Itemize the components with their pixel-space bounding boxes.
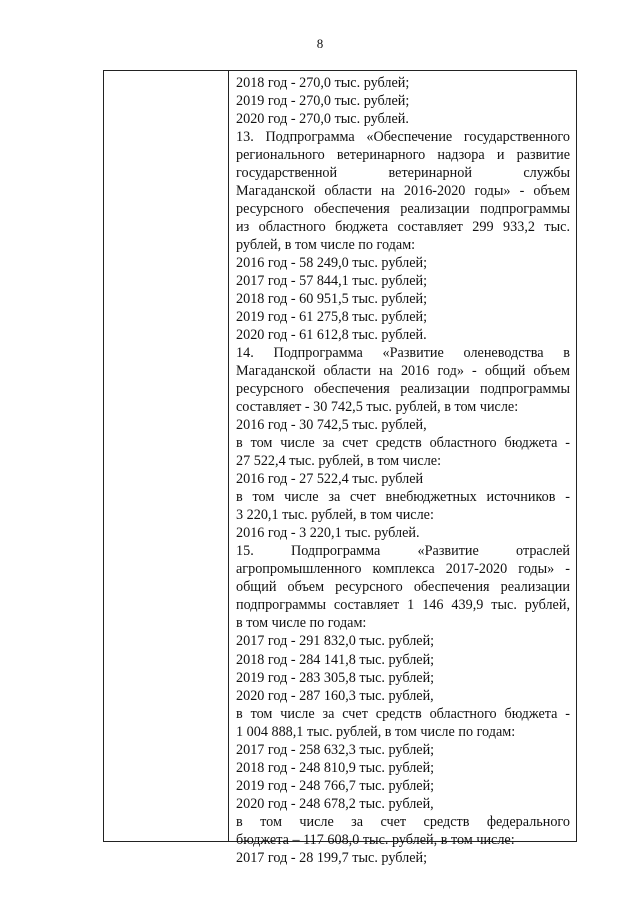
text-line: 2020 год - 287 160,3 тыс. рублей, [236,687,434,704]
text-line: бюджета – 117 608,0 тыс. рублей, в том числе: [236,831,515,848]
text-line: агропромышленного комплекса 2017-2020 годы» - [236,561,570,578]
page-number: 8 [316,36,324,51]
text-line: в том числе за счет средств федерального [236,813,570,830]
text-line: ресурсного обеспечения реализации подпрограммы [236,381,570,398]
text-line: 2018 год - 284 141,8 тыс. рублей; [236,651,435,668]
text-line: 2019 год - 283 305,8 тыс. рублей; [236,669,435,686]
text-line: государственной ветеринарной службы [236,165,570,182]
text-line: 2016 год - 58 249,0 тыс. рублей; [236,255,428,272]
table-left-column [104,71,229,841]
text-line: 2019 год - 61 275,8 тыс. рублей; [236,309,428,326]
text-line: Магаданской области на 2016-2020 годы» - объем [236,183,570,200]
text-line: 2020 год - 270,0 тыс. рублей. [236,111,409,128]
text-line: 2016 год - 30 742,5 тыс. рублей, [236,417,427,434]
text-line: 2018 год - 248 810,9 тыс. рублей; [236,759,435,776]
text-line: 2020 год - 61 612,8 тыс. рублей. [236,327,427,344]
text-line: 13. Подпрограмма «Обеспечение государственного [236,129,570,146]
text-line: 2018 год - 60 951,5 тыс. рублей; [236,291,428,308]
text-line: 2017 год - 258 632,3 тыс. рублей; [236,741,435,758]
text-line: 2016 год - 27 522,4 тыс. рублей [236,471,424,488]
table-right-column [229,71,576,866]
text-line: составляет - 30 742,5 тыс. рублей, в том числе: [236,399,519,416]
text-line: 2017 год - 28 199,7 тыс. рублей; [236,849,428,866]
text-line: 2017 год - 291 832,0 тыс. рублей; [236,633,435,650]
text-line: подпрограммы составляет 1 146 439,9 тыс. рублей, [236,597,570,614]
text-line: 14. Подпрограмма «Развитие оленеводства в [236,345,570,362]
text-line: 1 004 888,1 тыс. рублей, в том числе по годам: [236,723,516,740]
document-table [103,70,577,866]
text-line: в том числе за счет средств областного бюджета - [236,705,570,722]
text-line: рублей, в том числе по годам: [236,237,416,254]
text-line: из областного бюджета составляет 299 933,2 тыс. [236,219,570,236]
text-line: 2020 год - 248 678,2 тыс. рублей, [236,795,434,812]
text-line: в том числе по годам: [236,615,367,632]
text-line: 2019 год - 270,0 тыс. рублей; [236,93,410,110]
text-line: 27 522,4 тыс. рублей, в том числе: [236,453,442,470]
text-line: 2017 год - 57 844,1 тыс. рублей; [236,273,428,290]
text-line: 15. Подпрограмма «Развитие отраслей [236,543,570,560]
text-line: регионального ветеринарного надзора и развитие [236,147,570,164]
text-line: 2018 год - 270,0 тыс. рублей; [236,75,410,91]
text-line: Магаданской области на 2016 год» - общий объем [236,363,570,380]
text-line: 3 220,1 тыс. рублей, в том числе: [236,507,434,524]
text-line: в том числе за счет внебюджетных источников - [236,489,570,506]
text-line: ресурсного обеспечения реализации подпрограммы [236,201,570,218]
text-line: общий объем ресурсного обеспечения реализации [236,579,570,596]
text-line: 2016 год - 3 220,1 тыс. рублей. [236,525,420,542]
text-line: 2019 год - 248 766,7 тыс. рублей; [236,777,435,794]
text-line: в том числе за счет средств областного бюджета - [236,435,570,452]
